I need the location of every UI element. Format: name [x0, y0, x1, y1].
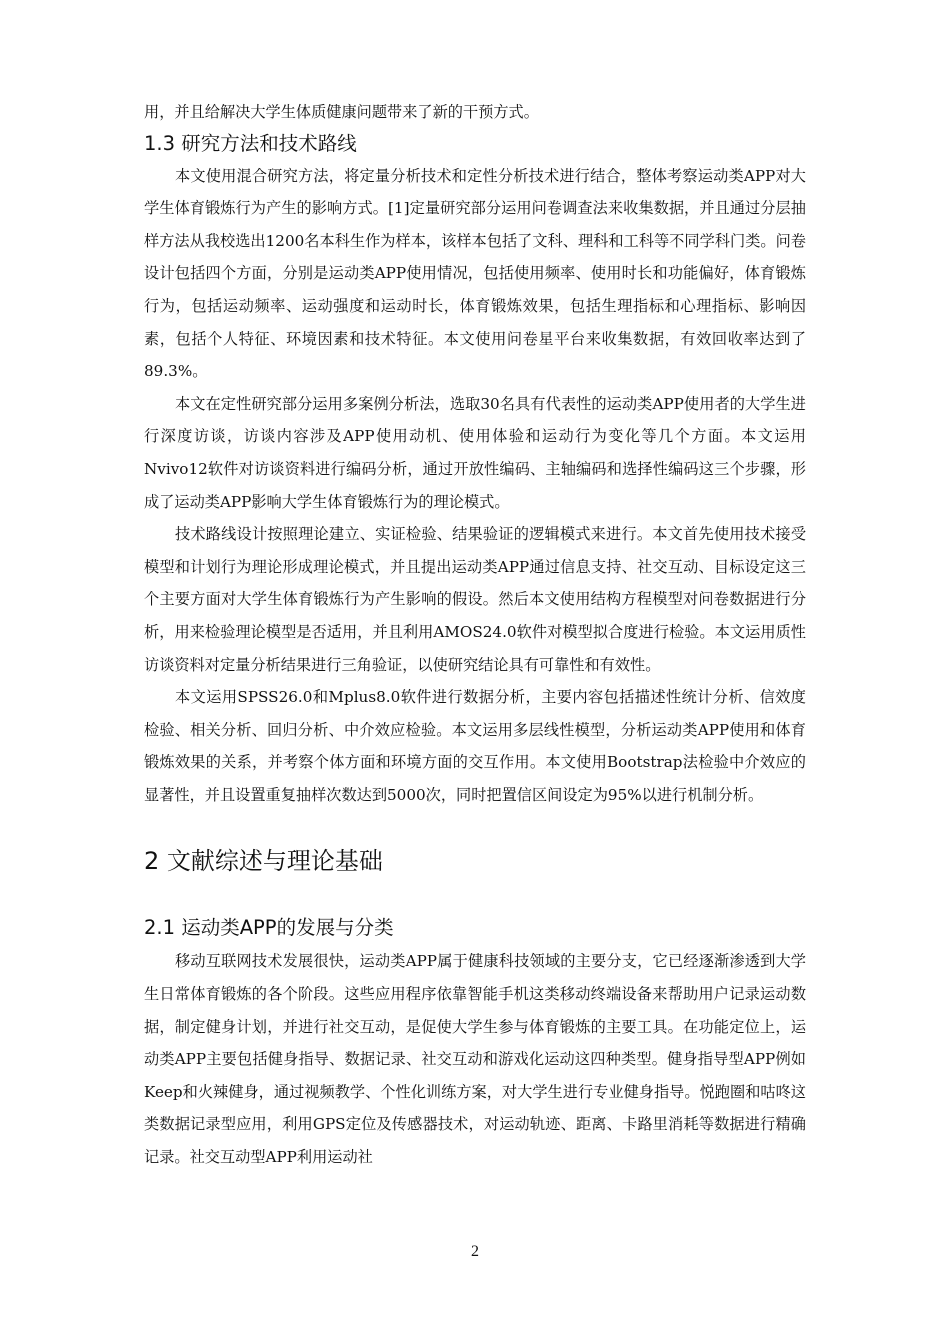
- section-heading-2-1: 2.1 运动类APP的发展与分类: [144, 916, 394, 940]
- section-heading-1-3: 1.3 研究方法和技术路线: [144, 131, 357, 155]
- paragraph-app-development: 移动互联网技术发展很快，运动类APP属于健康科技领域的主要分支，它已经逐渐渗透到大学生日常体育锻炼的各个阶段。这些应用程序依靠智能手机这类移动终端设备来帮助用户记录运动数据，制定健身计划，并进行社交互动，是促使大学生参与体育锻炼的主要工具。在功能定位上，运动类APP主要包括健身指导、数据记录、社交互动和游戏化运动这四种类型。健身指导型APP例如Keep和火辣健身，通过视频教学、个性化训练方案，对大学生进行专业健身指导。悦跑圈和咕咚这类数据记录型应用，利用GPS定位及传感器技术，对运动轨迹、距离、卡路里消耗等数据进行精确记录。社交互动型APP利用运动社: [144, 952, 806, 1167]
- page-content: [144, 96, 806, 1174]
- chapter-heading-2: 2 文献综述与理论基础: [144, 847, 383, 876]
- paragraph-technical-route: 技术路线设计按照理论建立、实证检验、结果验证的逻辑模式来进行。本文首先使用技术接受模型和计划行为理论形成理论模式，并且提出运动类APP通过信息支持、社交互动、目标设定这三个主要方面对大学生体育锻炼行为产生影响的假设。然后本文使用结构方程模型对问卷数据进行分析，用来检验理论模型是否适用，并且利用AMOS24.0软件对模型拟合度进行检验。本文运用质性访谈资料对定量分析结果进行三角验证，以使研究结论具有可靠性和有效性。: [144, 525, 806, 674]
- paragraph-research-methods: 本文使用混合研究方法，将定量分析技术和定性分析技术进行结合，整体考察运动类APP对大学生体育锻炼行为产生的影响方式。[1]定量研究部分运用问卷调查法来收集数据，并且通过分层抽样方法从我校选出1200名本科生作为样本，该样本包括了文科、理科和工科等不同学科门类。问卷设计包括四个方面，分别是运动类APP使用情况，包括使用频率、使用时长和功能偏好，体育锻炼行为，包括运动频率、运动强度和运动时长，体育锻炼效果，包括生理指标和心理指标、影响因素，包括个人特征、环境因素和技术特征。本文使用问卷星平台来收集数据，有效回收率达到了89.3%。: [144, 166, 806, 381]
- carryover-paragraph: 用，并且给解决大学生体质健康问题带来了新的干预方式。: [144, 103, 539, 121]
- paragraph-qualitative-research: 本文在定性研究部分运用多案例分析法，选取30名具有代表性的运动类APP使用者的大学生进行深度访谈，访谈内容涉及APP使用动机、使用体验和运动行为变化等几个方面。本文运用Nvivo12软件对访谈资料进行编码分析，通过开放性编码、主轴编码和选择性编码这三个步骤，形成了运动类APP影响大学生体育锻炼行为的理论模式。: [144, 394, 806, 511]
- page-number: 2: [471, 1243, 479, 1260]
- paragraph-data-analysis: 本文运用SPSS26.0和Mplus8.0软件进行数据分析，主要内容包括描述性统计分析、信效度检验、相关分析、回归分析、中介效应检验。本文运用多层线性模型，分析运动类APP使用和体育锻炼效果的关系，并考察个体方面和环境方面的交互作用。本文使用Bootstrap法检验中介效应的显著性，并且设置重复抽样次数达到5000次，同时把置信区间设定为95%以进行机制分析。: [144, 688, 806, 804]
